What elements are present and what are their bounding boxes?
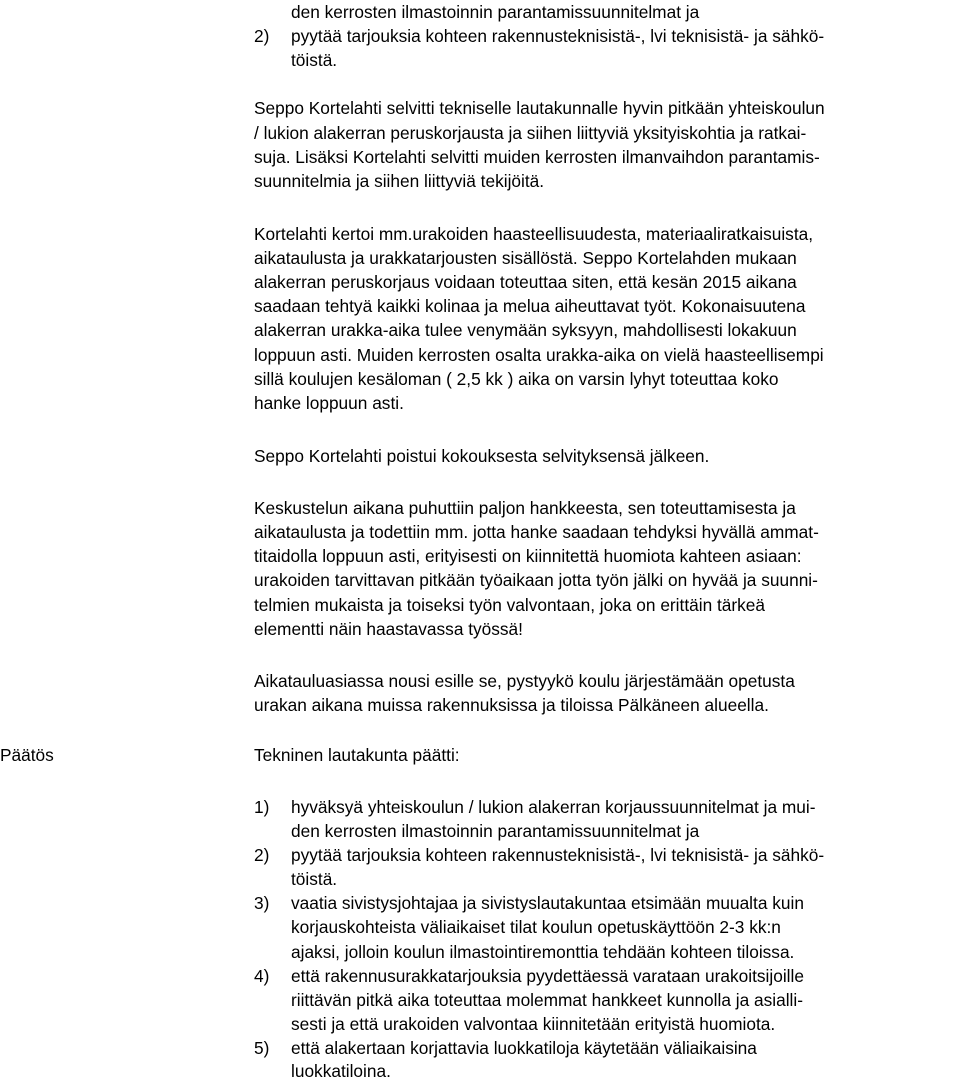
decision-item-line: korjauskohteista väliaikaiset tilat koulun opetuskäyttöön 2-3 kk:n <box>291 917 781 937</box>
paragraph-line: urakoiden tarvittavan pitkään työaikaan jotta työn jälki on hyvää ja suunni- <box>254 570 818 590</box>
decision-item-number: 5) <box>254 1038 270 1058</box>
paragraph-line: telmien mukaista ja toiseksi työn valvontaan, joka on erittäin tärkeä <box>254 595 766 615</box>
paragraph-line: titaidolla loppuun asti, erityisesti on kiinnitettä huomiota kahteen asiaan: <box>254 546 802 566</box>
decision-item-line: vaatia sivistysjohtajaa ja sivistyslautakuntaa etsimään muualta kuin <box>291 893 804 913</box>
paragraph-line: Aikatauluasiassa nousi esille se, pystyykö koulu järjestämään opetusta <box>254 671 795 691</box>
list-item-2-line-1: pyytää tarjouksia kohteen rakennusteknisistä-, lvi teknisistä- ja sähkö- <box>291 26 825 46</box>
paragraph-line: / lukion alakerran peruskorjausta ja siihen liittyviä yksityiskohtia ja ratkai- <box>254 123 807 143</box>
decision-item-number: 4) <box>254 966 270 986</box>
decision-item-line: luokkatiloina. <box>291 1061 391 1081</box>
paragraph-line: urakan aikana muissa rakennuksissa ja tiloissa Pälkäneen alueella. <box>254 695 769 715</box>
decision-item-line: sesti ja että urakoiden valvontaa kiinnitetään erityistä huomiota. <box>291 1014 776 1034</box>
paragraph-line: loppuun asti. Muiden kerrosten osalta urakka-aika on vielä haasteellisempi <box>254 345 824 365</box>
list-number: 2) <box>254 26 270 46</box>
decision-label: Päätös <box>0 745 54 765</box>
paragraph-line: aikataulusta ja urakkatarjousten sisällöstä. Seppo Kortelahden mukaan <box>254 248 797 268</box>
paragraph-line: Keskustelun aikana puhuttiin paljon hankkeesta, sen toteuttamisesta ja <box>254 498 796 518</box>
paragraph-line: aikataulusta ja todettiin mm. jotta hanke saadaan tehdyksi hyvällä ammat- <box>254 522 819 542</box>
list-item-2-line-2: töistä. <box>291 50 338 70</box>
paragraph-line: alakerran urakka-aika tulee venymään syksyyn, mahdollisesti lokakuun <box>254 320 797 340</box>
decision-item-line: pyytää tarjouksia kohteen rakennusteknisistä-, lvi teknisistä- ja sähkö- <box>291 845 825 865</box>
decision-item-line: töistä. <box>291 869 338 889</box>
decision-item-line: riittävän pitkä aika toteuttaa molemmat hankkeet kunnolla ja asialli- <box>291 990 803 1010</box>
paragraph-line: Seppo Kortelahti poistui kokouksesta selvityksensä jälkeen. <box>254 446 710 466</box>
paragraph-line: Seppo Kortelahti selvitti tekniselle lautakunnalle hyvin pitkään yhteiskoulun <box>254 98 825 118</box>
decision-item-line: että alakertaan korjattavia luokkatiloja käytetään väliaikaisina <box>291 1038 757 1058</box>
decision-item-line: den kerrosten ilmastoinnin parantamissuunnitelmat ja <box>291 821 700 841</box>
decision-item-number: 3) <box>254 893 270 913</box>
paragraph-line: alakerran peruskorjaus voidaan toteuttaa siten, että kesän 2015 aikana <box>254 272 797 292</box>
paragraph-line: elementti näin haastavassa työssä! <box>254 619 523 639</box>
paragraph-line: suja. Lisäksi Kortelahti selvitti muiden kerrosten ilmanvaihdon parantamis- <box>254 147 820 167</box>
paragraph-line: suunnitelmia ja siihen liittyviä tekijöitä. <box>254 171 545 191</box>
paragraph-line: hanke loppuun asti. <box>254 393 404 413</box>
decision-item-line: ajaksi, jolloin koulun ilmastointiremonttia tehdään kohteen tiloissa. <box>291 942 795 962</box>
decision-item-number: 1) <box>254 797 270 817</box>
decision-item-line: hyväksyä yhteiskoulun / lukion alakerran korjaussuunnitelmat ja mui- <box>291 797 816 817</box>
decision-item-line: että rakennusurakkatarjouksia pyydettäessä varataan urakoitsijoille <box>291 966 804 986</box>
paragraph-line: sillä koulujen kesäloman ( 2,5 kk ) aika on varsin lyhyt toteuttaa koko <box>254 369 779 389</box>
decision-item-number: 2) <box>254 845 270 865</box>
decision-intro: Tekninen lautakunta päätti: <box>254 745 460 765</box>
paragraph-line: Kortelahti kertoi mm.urakoiden haasteellisuudesta, materiaaliratkaisuista, <box>254 224 814 244</box>
list-item-1-continuation: den kerrosten ilmastoinnin parantamissuunnitelmat ja <box>291 2 700 22</box>
paragraph-line: saadaan tehtyä kaikki kolinaa ja melua aiheuttavat työt. Kokonaisuutena <box>254 296 806 316</box>
